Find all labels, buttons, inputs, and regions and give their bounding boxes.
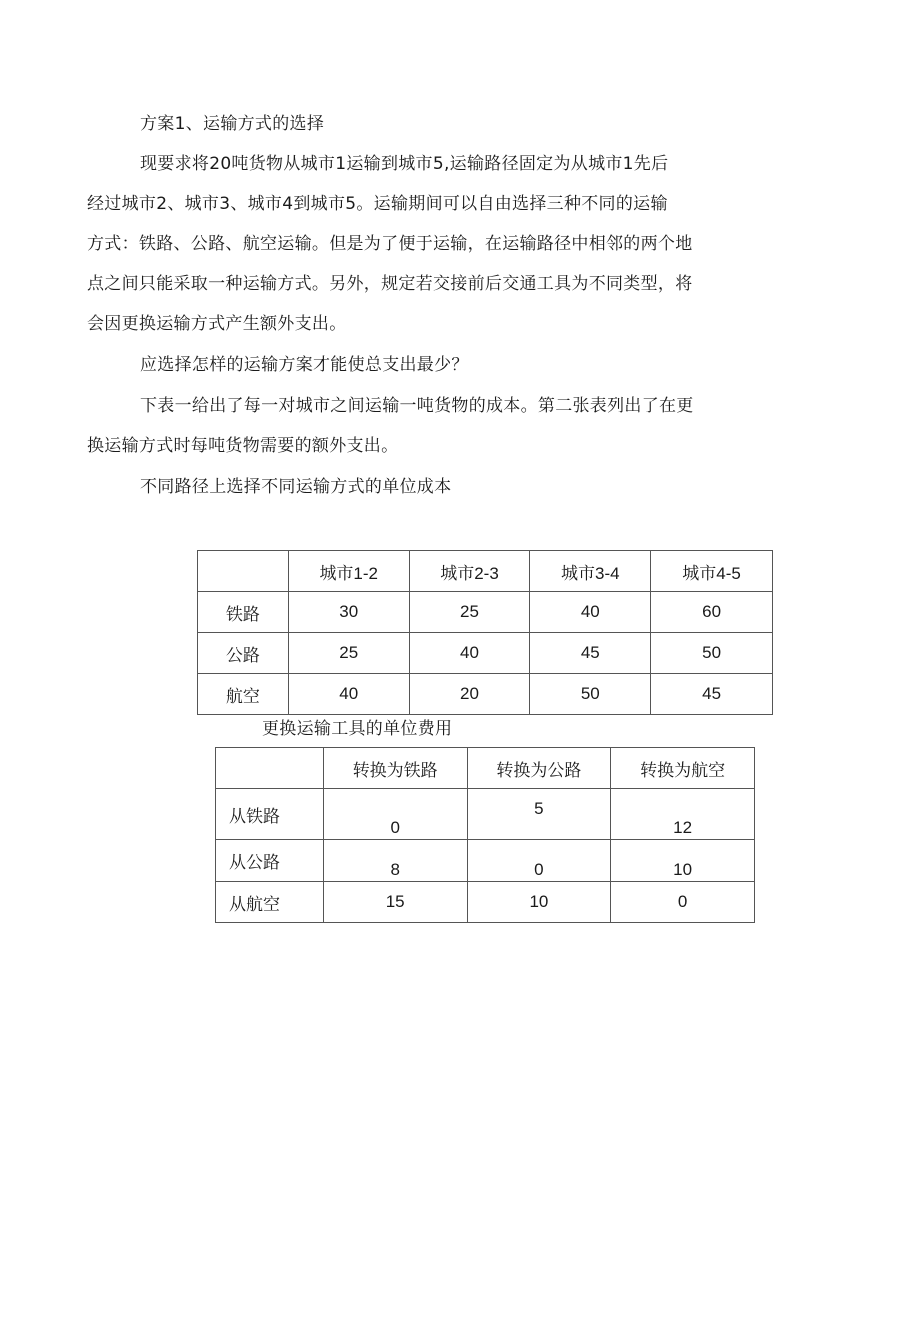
row-label: 从公路: [216, 840, 324, 882]
table-header-cell: 城市2-3: [409, 551, 530, 592]
table-row: [216, 882, 755, 923]
paragraph-1-line-3: 方式：铁路、公路、航空运输。但是为了便于运输，在运输路径中相邻的两个地: [87, 234, 693, 254]
table-row: [198, 633, 773, 674]
switch-cost-table: [215, 747, 755, 923]
table-cell: 8: [323, 840, 467, 882]
question: 应选择怎样的运输方案才能使总支出最少？: [140, 355, 469, 375]
heading: 方案1、运输方式的选择: [140, 114, 325, 134]
row-label: 航空: [198, 674, 289, 715]
table-cell: 12: [611, 789, 755, 840]
unit-cost-table: [197, 550, 773, 715]
paragraph-1-line-5: 会因更换运输方式产生额外支出。: [87, 314, 347, 334]
table-cell: 50: [530, 674, 651, 715]
table-header-cell: 转换为公路: [467, 748, 611, 789]
table-cell: 40: [409, 633, 530, 674]
table-header-cell: 转换为航空: [611, 748, 755, 789]
paragraph-1-line-4: 点之间只能采取一种运输方式。另外，规定若交接前后交通工具为不同类型，将: [87, 274, 693, 294]
table-cell: 40: [530, 592, 651, 633]
row-label: 从航空: [216, 882, 324, 923]
table-2-caption: 更换运输工具的单位费用: [262, 719, 453, 739]
row-label: 铁路: [198, 592, 289, 633]
table-header-cell: [198, 551, 289, 592]
table-row: [216, 840, 755, 882]
table-cell: 10: [611, 840, 755, 882]
paragraph-2-line-2: 换运输方式时每吨货物需要的额外支出。: [87, 436, 399, 456]
table-cell: 0: [611, 882, 755, 923]
table-header-cell: 转换为铁路: [323, 748, 467, 789]
table-cell: 45: [530, 633, 651, 674]
paragraph-1-line-1: 现要求将20吨货物从城市1运输到城市5,运输路径固定为从城市1先后: [140, 154, 669, 174]
table-cell: 40: [288, 674, 409, 715]
table-cell: 45: [651, 674, 773, 715]
table-1-caption: 不同路径上选择不同运输方式的单位成本: [140, 477, 452, 497]
table-header-cell: 城市3-4: [530, 551, 651, 592]
table-header-cell: 城市4-5: [651, 551, 773, 592]
table-header-cell: [216, 748, 324, 789]
table-cell: 30: [288, 592, 409, 633]
table-cell: 0: [467, 840, 611, 882]
table-cell: 25: [288, 633, 409, 674]
paragraph-1-line-2: 经过城市2、城市3、城市4到城市5。运输期间可以自由选择三种不同的运输: [87, 194, 668, 214]
row-label: 公路: [198, 633, 289, 674]
table-cell: 50: [651, 633, 773, 674]
table-row: [216, 789, 755, 840]
row-label: 从铁路: [216, 789, 324, 840]
table-cell: 60: [651, 592, 773, 633]
table-cell: 20: [409, 674, 530, 715]
table-header-cell: 城市1-2: [288, 551, 409, 592]
table-cell: 0: [323, 789, 467, 840]
paragraph-2-line-1: 下表一给出了每一对城市之间运输一吨货物的成本。第二张表列出了在更: [140, 396, 694, 416]
table-header-row: [198, 551, 773, 592]
table-row: [198, 674, 773, 715]
table-header-row: [216, 748, 755, 789]
table-cell: 15: [323, 882, 467, 923]
table-cell: 10: [467, 882, 611, 923]
table-cell: 5: [467, 789, 611, 840]
table-row: [198, 592, 773, 633]
table-cell: 25: [409, 592, 530, 633]
